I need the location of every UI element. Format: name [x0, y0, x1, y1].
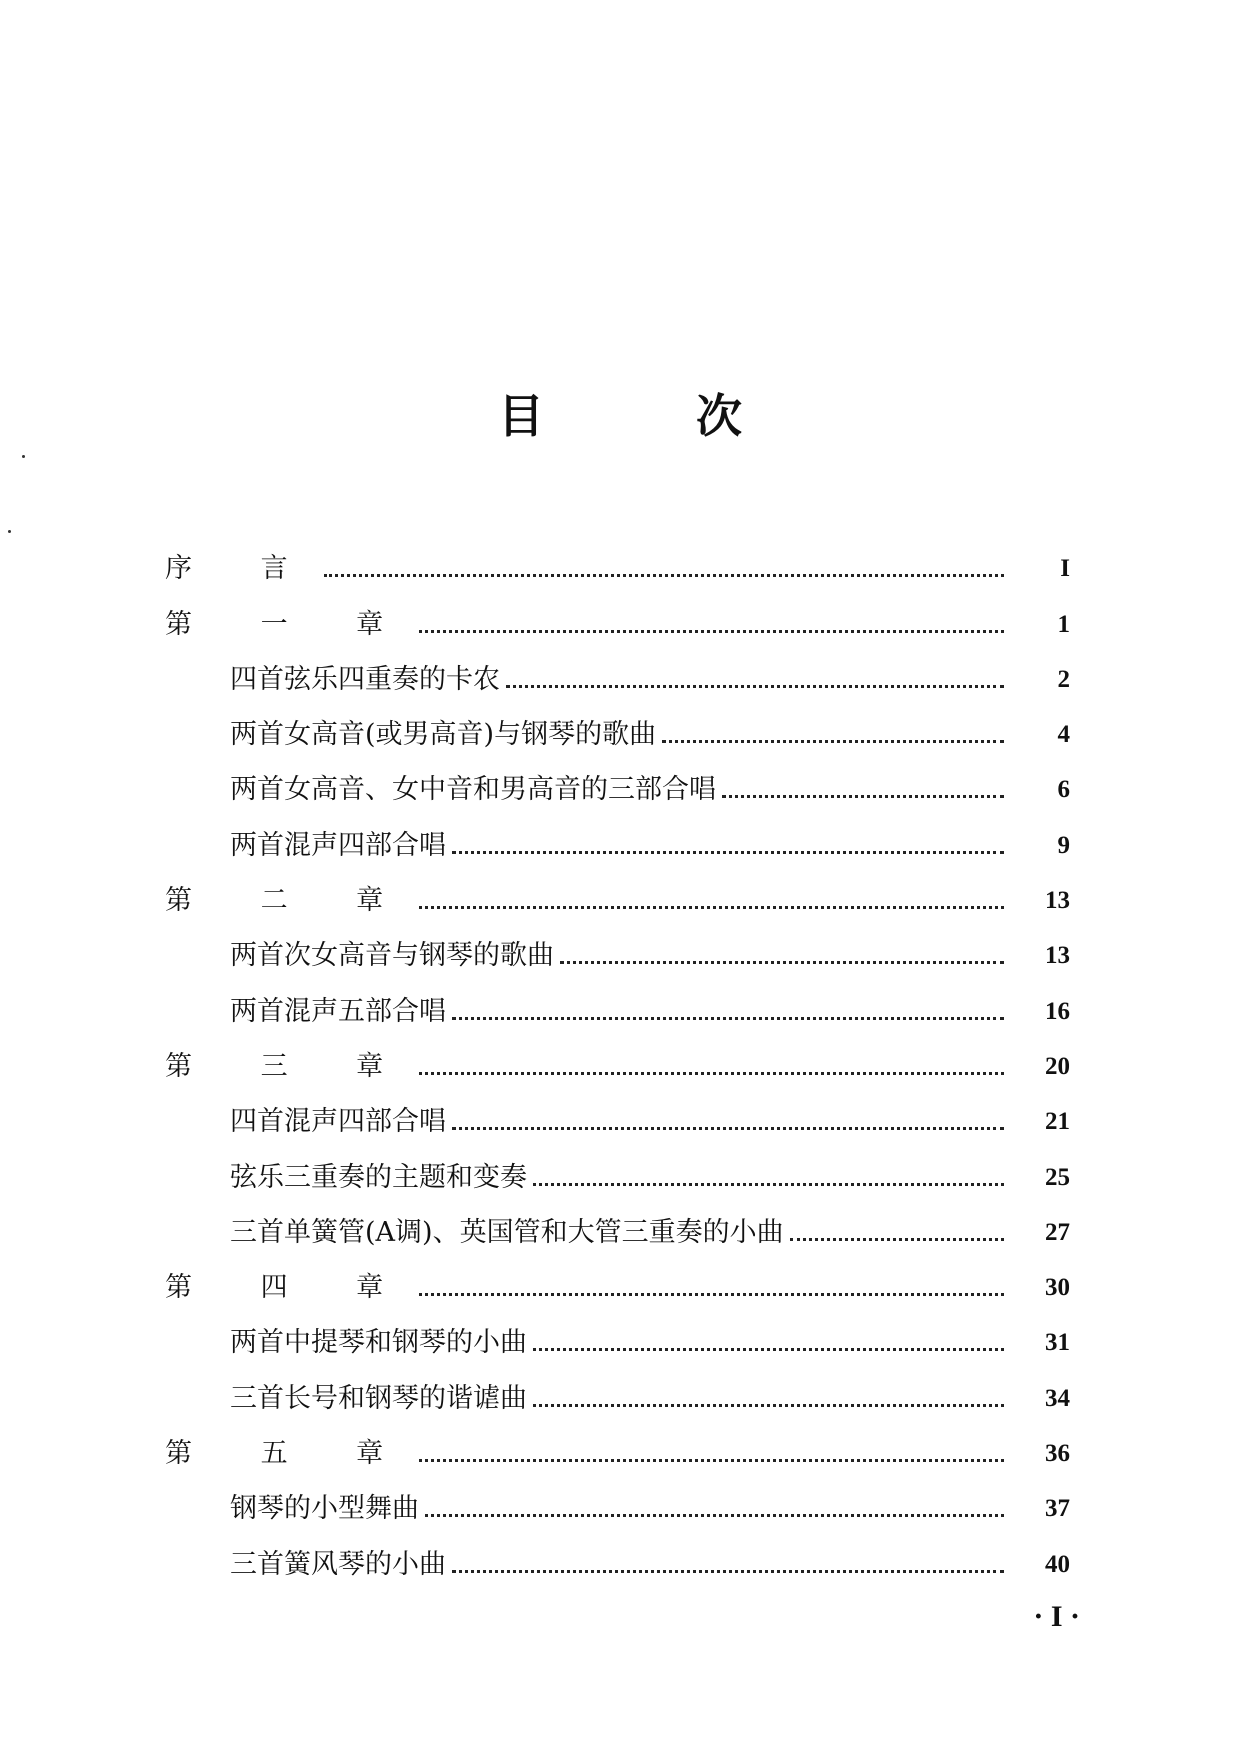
toc-section-entry[interactable] [165, 1194, 1070, 1249]
toc-section-entry[interactable] [165, 696, 1070, 751]
toc-page-number: 2 [1057, 665, 1070, 693]
toc-chapter-entry[interactable] [165, 1028, 1070, 1083]
toc-section-entry[interactable] [165, 1138, 1070, 1193]
toc-entry-label: 四首弦乐四重奏的卡农 [230, 663, 500, 695]
dot-leader [452, 850, 1004, 854]
table-of-contents [165, 530, 1070, 1581]
toc-entry-label: 两首中提琴和钢琴的小曲 [230, 1327, 527, 1359]
toc-page-number: 1 [1057, 610, 1070, 638]
dot-leader [533, 1182, 1004, 1186]
toc-page-number: 31 [1045, 1329, 1070, 1357]
toc-entry-label: 序 言 [165, 553, 318, 585]
toc-section-entry[interactable] [165, 972, 1070, 1027]
dot-leader [425, 1513, 1004, 1517]
toc-section-entry[interactable] [165, 1083, 1070, 1138]
dot-leader [506, 684, 1004, 688]
dot-leader [662, 739, 1004, 743]
toc-section-entry[interactable] [165, 751, 1070, 806]
toc-chapter-entry[interactable] [165, 585, 1070, 640]
toc-entry-label: 四首混声四部合唱 [230, 1106, 446, 1138]
dot-leader [560, 960, 1004, 964]
dot-leader [419, 629, 1004, 633]
toc-entry-label: 两首混声五部合唱 [230, 995, 446, 1027]
toc-page-number: 25 [1045, 1163, 1070, 1191]
toc-section-entry[interactable] [165, 1470, 1070, 1525]
toc-section-entry[interactable] [165, 1304, 1070, 1359]
toc-section-entry[interactable] [165, 917, 1070, 972]
dot-leader [419, 1292, 1004, 1296]
toc-entry-label: 三首簧风琴的小曲 [230, 1548, 446, 1580]
toc-entry-label: 第 四 章 [165, 1272, 414, 1304]
toc-page-number: 20 [1045, 1052, 1070, 1080]
toc-entry-label: 三首长号和钢琴的谐谑曲 [230, 1382, 527, 1414]
toc-page-number: 6 [1057, 776, 1070, 804]
dot-leader [419, 905, 1004, 909]
toc-section-entry[interactable] [165, 1359, 1070, 1414]
toc-page-number: 34 [1045, 1384, 1070, 1412]
toc-page-number: 37 [1045, 1495, 1070, 1523]
page-number-footer: · I · [1033, 1600, 1080, 1633]
title-char-1: 目 [498, 389, 544, 443]
toc-page-number: 27 [1045, 1218, 1070, 1246]
dot-leader [452, 1126, 1004, 1130]
toc-entry-label: 两首次女高音与钢琴的歌曲 [230, 940, 554, 972]
toc-page-number: 21 [1045, 1108, 1070, 1136]
toc-page-number: 13 [1045, 942, 1070, 970]
dot-leader [790, 1237, 1004, 1241]
dot-leader [452, 1016, 1004, 1020]
scan-speck [8, 530, 11, 533]
dot-leader [452, 1569, 1004, 1573]
toc-chapter-entry[interactable] [165, 862, 1070, 917]
toc-entry-label: 两首混声四部合唱 [230, 829, 446, 861]
toc-page-number: 4 [1057, 721, 1070, 749]
toc-entry-label: 两首女高音、女中音和男高音的三部合唱 [230, 774, 716, 806]
toc-entry-label: 第 二 章 [165, 885, 414, 917]
dot-leader [533, 1403, 1004, 1407]
toc-chapter-entry[interactable] [165, 530, 1070, 585]
toc-chapter-entry[interactable] [165, 1415, 1070, 1470]
scan-speck [22, 455, 25, 458]
toc-chapter-entry[interactable] [165, 1249, 1070, 1304]
toc-entry-label: 弦乐三重奏的主题和变奏 [230, 1161, 527, 1193]
toc-section-entry[interactable] [165, 806, 1070, 861]
toc-entry-label: 第 一 章 [165, 608, 414, 640]
toc-section-entry[interactable] [165, 1525, 1070, 1580]
toc-entry-label: 第 五 章 [165, 1438, 414, 1470]
dot-leader [722, 794, 1004, 798]
page-title [0, 380, 1240, 446]
toc-page-number: 16 [1045, 997, 1070, 1025]
toc-page-number: 40 [1045, 1550, 1070, 1578]
toc-page-number: 13 [1045, 887, 1070, 915]
toc-page-number: 9 [1057, 831, 1070, 859]
dot-leader [533, 1347, 1004, 1351]
toc-page-number: 36 [1045, 1440, 1070, 1468]
dot-leader [419, 1458, 1004, 1462]
dot-leader [324, 573, 1004, 577]
title-char-2: 次 [696, 389, 742, 443]
dot-leader [419, 1071, 1004, 1075]
toc-page-number: 30 [1045, 1274, 1070, 1302]
toc-entry-label: 三首单簧管(A调)、英国管和大管三重奏的小曲 [230, 1216, 784, 1248]
toc-section-entry[interactable] [165, 641, 1070, 696]
toc-entry-label: 两首女高音(或男高音)与钢琴的歌曲 [230, 719, 657, 751]
toc-entry-label: 第 三 章 [165, 1050, 414, 1082]
toc-entry-label: 钢琴的小型舞曲 [230, 1493, 419, 1525]
toc-page-number: I [1060, 555, 1070, 583]
